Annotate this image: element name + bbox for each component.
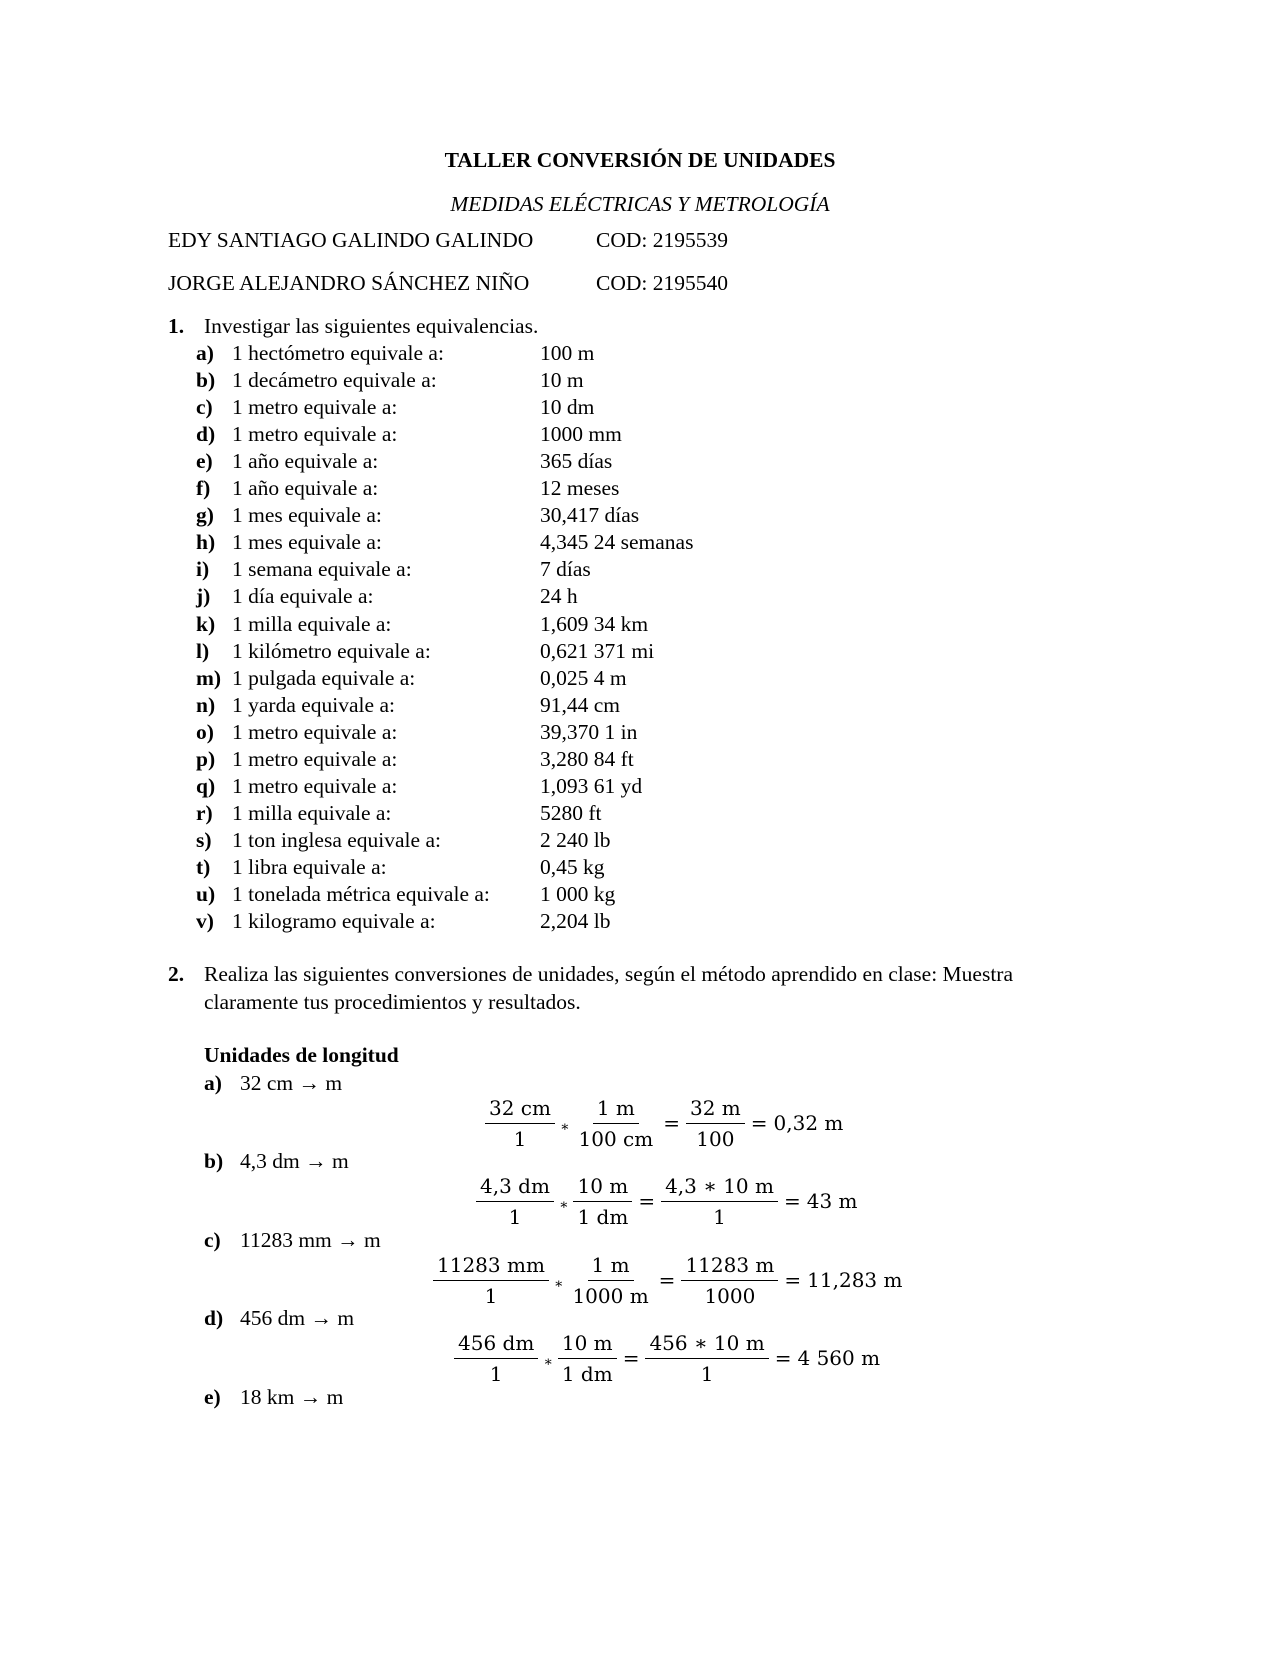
item-label: h): [196, 530, 216, 555]
numerator: 32 cm: [485, 1096, 555, 1124]
conversion-result: 0,32 m: [773, 1111, 844, 1135]
equals-sign: =: [783, 1189, 801, 1213]
item-value: 0,621 371 mi: [540, 638, 655, 663]
document-title: TALLER CONVERSIÓN DE UNIDADES: [444, 148, 836, 172]
item-description: 1 pulgada equivale a:: [232, 665, 416, 690]
item-description: 1 kilogramo equivale a:: [232, 909, 436, 934]
problem-label: a): [204, 1071, 222, 1095]
item-description: 1 milla equivale a:: [232, 611, 392, 636]
numerator: 1 m: [588, 1253, 634, 1281]
conversion-problem: [204, 1306, 354, 1331]
item-label: p): [196, 746, 216, 771]
item-description: 1 decámetro equivale a:: [232, 368, 437, 393]
item-value: 365 días: [540, 449, 613, 474]
denominator: 100: [696, 1126, 735, 1151]
conversion-problem: [204, 1149, 349, 1174]
item-label: n): [196, 692, 216, 717]
item-label: o): [196, 719, 214, 744]
fraction-factor: [573, 1174, 632, 1229]
fraction-simplified: [686, 1096, 745, 1151]
conversion-equation: [482, 1091, 846, 1155]
item-label: g): [196, 503, 214, 528]
conversion-problem: [204, 1385, 343, 1410]
numerator: 32 m: [686, 1096, 745, 1124]
student-code-1: COD: 2195539: [596, 228, 728, 252]
item-value: 7 días: [540, 557, 591, 582]
item-description: 1 día equivale a:: [232, 584, 374, 609]
problem-text: 18 km → m: [240, 1385, 344, 1409]
item-value: 91,44 cm: [540, 692, 621, 717]
denominator: 1000: [704, 1283, 756, 1308]
item-label: l): [196, 638, 210, 663]
item-description: 1 metro equivale a:: [232, 395, 398, 420]
numerator: 456 ∗ 10 m: [645, 1331, 768, 1359]
problem-label: c): [204, 1228, 221, 1252]
student-name-1: EDY SANTIAGO GALINDO GALINDO: [168, 228, 534, 252]
item-label: b): [196, 368, 216, 393]
fraction-quantity: [485, 1096, 555, 1151]
multiply-sign: ∗: [558, 1197, 569, 1213]
conversion-equation: [430, 1248, 905, 1312]
numerator: 10 m: [558, 1331, 617, 1359]
fraction-quantity: [476, 1174, 554, 1229]
fraction-factor: [568, 1253, 652, 1308]
numerator: 11283 m: [681, 1253, 778, 1281]
question-1-number: 1.: [168, 314, 185, 338]
conversion-problem: [204, 1071, 342, 1096]
item-label: u): [196, 882, 216, 906]
denominator: 1: [700, 1361, 714, 1386]
item-label: v): [196, 909, 214, 934]
item-label: j): [196, 584, 211, 609]
item-label: t): [196, 854, 211, 879]
item-label: d): [196, 422, 216, 447]
student-name-2: JORGE ALEJANDRO SÁNCHEZ NIÑO: [168, 271, 530, 295]
fraction-quantity: [433, 1253, 549, 1308]
item-description: 1 ton inglesa equivale a:: [232, 827, 441, 852]
item-value: 39,370 1 in: [540, 719, 638, 744]
numerator: 10 m: [573, 1174, 632, 1202]
item-label: m): [196, 665, 222, 690]
item-description: 1 metro equivale a:: [232, 746, 398, 771]
denominator: 1: [513, 1126, 527, 1151]
item-value: 3,280 84 ft: [540, 746, 634, 771]
fraction-factor: [558, 1331, 617, 1386]
item-description: 1 tonelada métrica equivale a:: [232, 882, 490, 906]
equals-sign: =: [663, 1111, 680, 1135]
fraction-simplified: [681, 1253, 778, 1308]
item-label: s): [196, 827, 212, 852]
problem-label: e): [204, 1385, 221, 1409]
equals-sign: =: [622, 1346, 640, 1370]
item-description: 1 hectómetro equivale a:: [232, 341, 444, 365]
equals-sign: =: [784, 1268, 802, 1292]
conversion-equation: [473, 1169, 861, 1233]
document-subtitle: MEDIDAS ELÉCTRICAS Y METROLOGÍA: [450, 192, 830, 216]
multiply-sign: ∗: [543, 1354, 553, 1370]
denominator: 1: [713, 1204, 726, 1229]
conversion-equation: [451, 1326, 883, 1390]
fraction-factor: [575, 1096, 658, 1151]
multiply-sign: ∗: [553, 1276, 564, 1292]
conversion-result: 43 m: [806, 1189, 858, 1213]
numerator: 456 dm: [454, 1331, 538, 1359]
item-label: i): [196, 557, 210, 582]
conversion-result: 11,283 m: [807, 1268, 903, 1292]
problem-text: 32 cm → m: [240, 1071, 343, 1095]
item-label: a): [196, 341, 214, 365]
item-value: 12 meses: [540, 476, 620, 501]
item-description: 1 año equivale a:: [232, 449, 379, 474]
item-value: 10 m: [540, 368, 584, 393]
item-value: 1000 mm: [540, 422, 622, 447]
item-description: 1 mes equivale a:: [232, 530, 382, 555]
fraction-simplified: [645, 1331, 768, 1386]
item-value: 5280 ft: [540, 800, 602, 825]
item-value: 24 h: [540, 584, 578, 609]
item-description: 1 año equivale a:: [232, 476, 379, 501]
item-value: 4,345 24 semanas: [540, 530, 694, 555]
equals-sign: =: [750, 1111, 768, 1135]
problem-label: b): [204, 1149, 224, 1173]
item-description: 1 yarda equivale a:: [232, 692, 395, 717]
item-description: 1 milla equivale a:: [232, 800, 392, 825]
item-description: 1 metro equivale a:: [232, 773, 398, 798]
numerator: 1 m: [593, 1096, 639, 1124]
item-value: 2,204 lb: [540, 909, 611, 934]
item-label: q): [196, 773, 216, 798]
item-description: 1 metro equivale a:: [232, 719, 398, 744]
item-value: 1,609 34 km: [540, 611, 649, 636]
fraction-simplified: [661, 1174, 778, 1229]
item-value: 1 000 kg: [540, 882, 616, 906]
item-description: 1 semana equivale a:: [232, 557, 412, 582]
item-label: f): [196, 476, 211, 501]
item-description: 1 mes equivale a:: [232, 503, 382, 528]
question-2-text-line2: claramente tus procedimientos y resultados.: [204, 990, 581, 1014]
item-value: 30,417 días: [540, 503, 640, 528]
question-2-number: 2.: [168, 962, 185, 986]
fraction-quantity: [454, 1331, 538, 1386]
conversion-problem: [204, 1228, 381, 1253]
multiply-sign: ∗: [559, 1119, 570, 1135]
equals-sign: =: [658, 1268, 676, 1292]
item-label: k): [196, 611, 216, 636]
item-value: 10 dm: [540, 395, 595, 420]
numerator: 4,3 ∗ 10 m: [661, 1174, 778, 1202]
equals-sign: =: [638, 1189, 656, 1213]
item-value: 100 m: [540, 341, 595, 365]
item-value: 0,45 kg: [540, 854, 605, 879]
question-1-text: Investigar las siguientes equivalencias.: [204, 314, 539, 338]
student-code-2: COD: 2195540: [596, 271, 728, 295]
problem-text: 11283 mm → m: [240, 1228, 381, 1252]
section-heading-length: Unidades de longitud: [204, 1043, 399, 1067]
denominator: 1 dm: [577, 1204, 629, 1229]
item-description: 1 libra equivale a:: [232, 854, 387, 879]
equals-sign: =: [774, 1346, 792, 1370]
item-label: c): [196, 395, 213, 420]
problem-text: 456 dm → m: [240, 1306, 355, 1330]
numerator: 4,3 dm: [476, 1174, 554, 1202]
denominator: 100 cm: [578, 1126, 654, 1151]
item-label: r): [196, 800, 213, 825]
item-description: 1 kilómetro equivale a:: [232, 638, 431, 663]
problem-text: 4,3 dm → m: [240, 1149, 349, 1173]
denominator: 1: [489, 1361, 503, 1386]
item-value: 1,093 61 yd: [540, 773, 643, 798]
denominator: 1: [484, 1283, 498, 1308]
conversion-result: 4 560 m: [797, 1346, 881, 1370]
numerator: 11283 mm: [433, 1253, 549, 1281]
denominator: 1000 m: [572, 1283, 649, 1308]
question-2-text-line1: Realiza las siguientes conversiones de unidades, según el método aprendido en clase: Muestra: [204, 962, 1013, 986]
item-value: 0,025 4 m: [540, 665, 627, 690]
problem-label: d): [204, 1306, 224, 1330]
denominator: 1 dm: [561, 1361, 613, 1386]
denominator: 1: [508, 1204, 522, 1229]
item-description: 1 metro equivale a:: [232, 422, 398, 447]
item-value: 2 240 lb: [540, 827, 611, 852]
item-label: e): [196, 449, 213, 474]
